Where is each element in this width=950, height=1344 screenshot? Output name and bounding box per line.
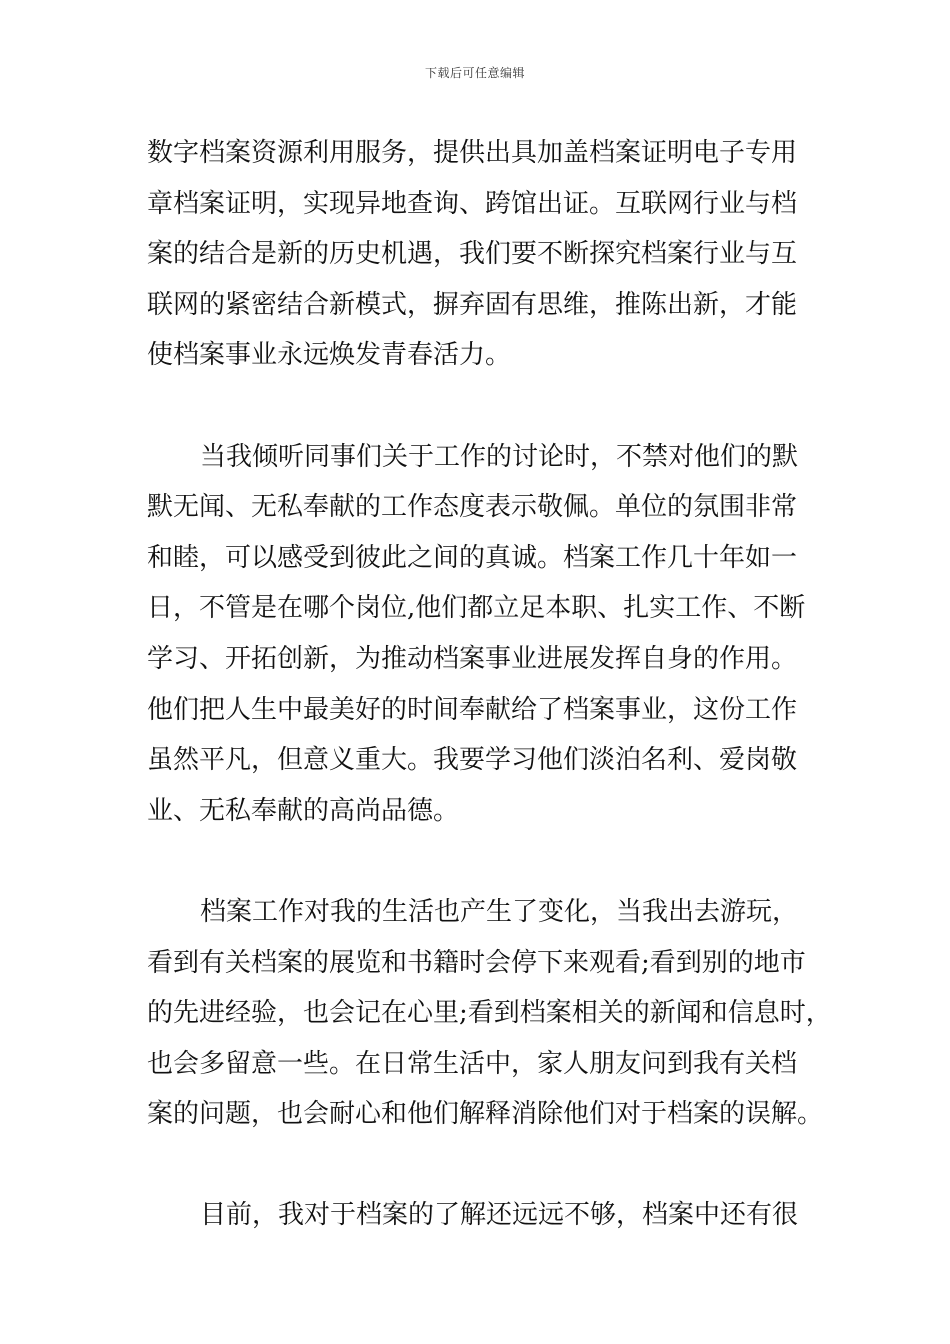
paragraph-line: 业、无私奉献的高尚品德。 (147, 795, 460, 826)
paragraph-line: 案的结合是新的历史机遇，我们要不断探究档案行业与互 (147, 239, 798, 270)
paragraph-line: 看到有关档案的展览和书籍时会停下来观看;看到别的地市 (147, 947, 806, 978)
paragraph-line: 和睦，可以感受到彼此之间的真诚。档案工作几十年如一 (147, 542, 798, 573)
paragraph-gap (147, 836, 807, 887)
paragraph-3 (147, 887, 832, 1140)
paragraph-line: 他们把人生中最美好的时间奉献给了档案事业，这份工作 (147, 694, 798, 725)
paragraph-line: 学习、开拓创新，为推动档案事业进展发挥自身的作用。 (147, 643, 798, 674)
paragraph-gap (147, 381, 807, 432)
paragraph-line: 联网的紧密结合新模式，摒弃固有思维，推陈出新，才能 (147, 289, 798, 320)
paragraph-line: 案的问题，也会耐心和他们解释消除他们对于档案的误解。 (147, 1099, 824, 1130)
paragraph-line: 默无闻、无私奉献的工作态度表示敬佩。单位的氛围非常 (147, 492, 798, 523)
paragraph-line: 数字档案资源利用服务，提供出具加盖档案证明电子专用 (147, 138, 798, 168)
paragraph-gap (147, 1140, 807, 1191)
paragraph-line: 日，不管是在哪个岗位,他们都立足本职、扎实工作、不断 (147, 593, 806, 624)
paragraph-line: 章档案证明，实现异地查询、跨馆出证。互联网行业与档 (147, 188, 798, 219)
paragraph-2 (147, 432, 807, 837)
paragraph-4 (147, 1190, 807, 1241)
paragraph-line: 档案工作对我的生活也产生了变化，当我出去游玩， (200, 896, 799, 927)
page-header: 下载后可任意编辑 (424, 66, 525, 80)
paragraph-line: 使档案事业永远焕发青春活力。 (147, 340, 512, 371)
paragraph-line: 虽然平凡，但意义重大。我要学习他们淡泊名利、爱岗敬 (147, 745, 798, 776)
paragraph-1 (147, 128, 807, 381)
paragraph-line: 当我倾听同事们关于工作的讨论时，不禁对他们的默 (200, 441, 799, 472)
document-body (147, 128, 832, 1241)
paragraph-line: 也会多留意一些。在日常生活中，家人朋友问到我有关档 (147, 1048, 798, 1079)
paragraph-line: 目前，我对于档案的了解还远远不够，档案中还有很 (200, 1200, 799, 1231)
paragraph-line: 的先进经验，也会记在心里;看到档案相关的新闻和信息时， (147, 998, 832, 1029)
